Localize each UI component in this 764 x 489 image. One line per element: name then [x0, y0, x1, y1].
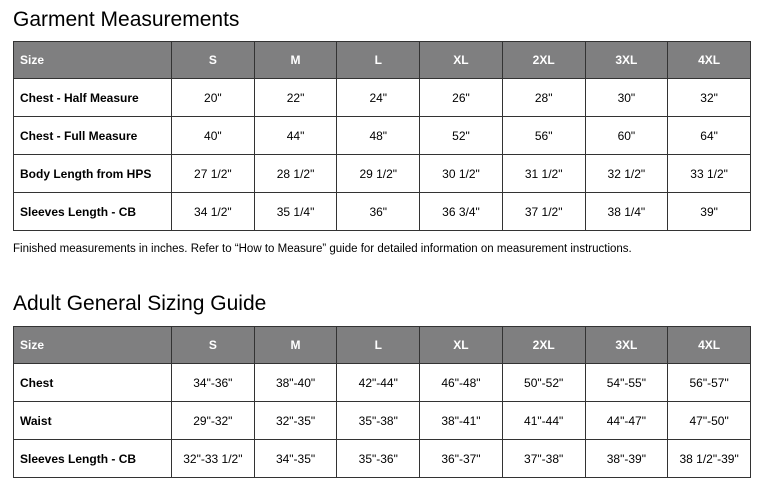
table-cell: 48"	[337, 117, 420, 155]
table-cell: 36 3/4"	[420, 193, 503, 231]
table-header-row	[14, 42, 751, 79]
table-row-chest	[14, 364, 751, 402]
table-cell: 28"	[502, 79, 585, 117]
table-cell: 39"	[668, 193, 751, 231]
table-cell: 60"	[585, 117, 668, 155]
header-cell-2xl: 2XL	[502, 42, 585, 79]
table-cell: 37 1/2"	[502, 193, 585, 231]
header-cell-m: M	[254, 327, 337, 364]
table-cell: 22"	[254, 79, 337, 117]
table-cell: 24"	[337, 79, 420, 117]
table-cell: 29 1/2"	[337, 155, 420, 193]
table-cell: 50"-52"	[502, 364, 585, 402]
header-cell-l: L	[337, 327, 420, 364]
table-cell: 56"-57"	[668, 364, 751, 402]
header-cell-xl: XL	[420, 42, 503, 79]
table-cell: 37"-38"	[502, 440, 585, 478]
garment-measurements-title: Garment Measurements	[13, 8, 240, 31]
table-cell: 56"	[502, 117, 585, 155]
table-cell: 26"	[420, 79, 503, 117]
table-cell: 46"-48"	[420, 364, 503, 402]
table-cell: 35"-36"	[337, 440, 420, 478]
header-cell-s: S	[172, 42, 255, 79]
table-cell: 38"-39"	[585, 440, 668, 478]
sizing-guide-title: Adult General Sizing Guide	[13, 292, 267, 315]
table-cell: 34 1/2"	[172, 193, 255, 231]
table-cell: 30"	[585, 79, 668, 117]
header-cell-m: M	[254, 42, 337, 79]
garment-measurements-table	[13, 41, 751, 231]
table-cell: 38"-41"	[420, 402, 503, 440]
header-cell-size: Size	[14, 42, 172, 79]
table-cell: 42"-44"	[337, 364, 420, 402]
table-cell: 29"-32"	[172, 402, 255, 440]
header-cell-2xl: 2XL	[502, 327, 585, 364]
table-cell: 32"-35"	[254, 402, 337, 440]
header-cell-size: Size	[14, 327, 172, 364]
header-cell-xl: XL	[420, 327, 503, 364]
table-row-chest-full	[14, 117, 751, 155]
header-cell-l: L	[337, 42, 420, 79]
table-cell: 33 1/2"	[668, 155, 751, 193]
table-cell: 34"-36"	[172, 364, 255, 402]
table-cell: 20"	[172, 79, 255, 117]
header-cell-3xl: 3XL	[585, 327, 668, 364]
table-row-chest-half	[14, 79, 751, 117]
table-cell: 52"	[420, 117, 503, 155]
table-row-sleeves-length	[14, 193, 751, 231]
table-cell: 38 1/2"-39"	[668, 440, 751, 478]
table-header-row	[14, 327, 751, 364]
row-label: Chest	[14, 364, 172, 402]
table-cell: 44"-47"	[585, 402, 668, 440]
table-cell: 31 1/2"	[502, 155, 585, 193]
measurement-note: Finished measurements in inches. Refer to “How to Measure” guide for detailed information on measurement instructions.	[13, 243, 632, 255]
header-cell-4xl: 4XL	[668, 327, 751, 364]
table-cell: 36"	[337, 193, 420, 231]
header-cell-s: S	[172, 327, 255, 364]
table-row-sleeves-length	[14, 440, 751, 478]
table-cell: 32"	[668, 79, 751, 117]
table-cell: 64"	[668, 117, 751, 155]
row-label: Sleeves Length - CB	[14, 193, 172, 231]
table-cell: 32 1/2"	[585, 155, 668, 193]
table-cell: 27 1/2"	[172, 155, 255, 193]
table-cell: 36"-37"	[420, 440, 503, 478]
table-row-waist	[14, 402, 751, 440]
table-cell: 47"-50"	[668, 402, 751, 440]
table-cell: 34"-35"	[254, 440, 337, 478]
table-cell: 38 1/4"	[585, 193, 668, 231]
sizing-guide-table	[13, 326, 751, 478]
row-label: Chest - Full Measure	[14, 117, 172, 155]
table-cell: 40"	[172, 117, 255, 155]
header-cell-3xl: 3XL	[585, 42, 668, 79]
table-cell: 41"-44"	[502, 402, 585, 440]
row-label: Waist	[14, 402, 172, 440]
row-label: Sleeves Length - CB	[14, 440, 172, 478]
table-cell: 32"-33 1/2"	[172, 440, 255, 478]
table-row-body-length	[14, 155, 751, 193]
table-cell: 38"-40"	[254, 364, 337, 402]
table-cell: 44"	[254, 117, 337, 155]
table-cell: 35 1/4"	[254, 193, 337, 231]
table-cell: 30 1/2"	[420, 155, 503, 193]
table-cell: 35"-38"	[337, 402, 420, 440]
table-cell: 54"-55"	[585, 364, 668, 402]
table-cell: 28 1/2"	[254, 155, 337, 193]
header-cell-4xl: 4XL	[668, 42, 751, 79]
row-label: Chest - Half Measure	[14, 79, 172, 117]
row-label: Body Length from HPS	[14, 155, 172, 193]
